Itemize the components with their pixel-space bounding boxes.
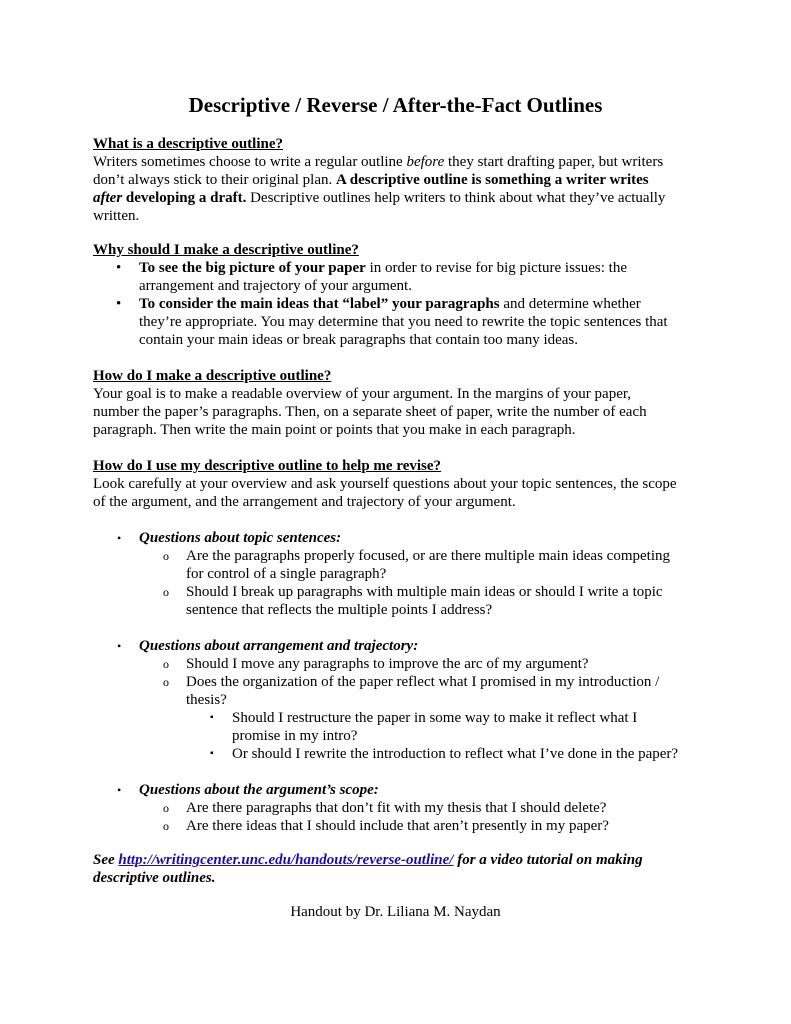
text: don’t always stick to their original plan. — [93, 172, 337, 188]
list-item — [139, 259, 719, 295]
bullet-icon: • — [117, 639, 122, 653]
section-how-make — [93, 367, 733, 439]
credit-line: Handout by Dr. Liliana M. Naydan — [290, 904, 501, 920]
section-heading: Why should I make a descriptive outline? — [93, 242, 359, 258]
list-item: Are there ideas that I should include that aren’t presently in my paper? — [186, 818, 609, 834]
text: Should I restructure the paper in some way to make it reflect what I — [232, 710, 638, 726]
text: and determine whether — [499, 296, 641, 312]
section-heading: How do I make a descriptive outline? — [93, 368, 332, 384]
list-item — [232, 709, 712, 745]
list-item — [139, 295, 729, 349]
section-why — [93, 241, 713, 259]
text: descriptive outlines. — [93, 870, 216, 886]
list-item: Should I move any paragraphs to improve the arc of my argument? — [186, 656, 589, 672]
circle-bullet-icon: o — [163, 801, 169, 815]
text: Descriptive outlines help writers to think about what they’ve actually — [246, 190, 666, 206]
circle-bullet-icon: o — [163, 675, 169, 689]
list-item: Or should I rewrite the introduction to reflect what I’ve done in the paper? — [232, 746, 679, 762]
text: Should I break up paragraphs with multiple main ideas or should I write a topic — [186, 584, 663, 600]
square-bullet-icon: ▪ — [210, 748, 214, 759]
text: they’re appropriate. You may determine that you need to rewrite the topic sentences that — [139, 314, 668, 330]
bullet-icon: • — [116, 260, 122, 276]
paragraph-line: Your goal is to make a readable overview of your argument. In the margins of your paper, — [93, 386, 632, 402]
section-what-is — [93, 135, 713, 225]
text: See — [93, 852, 119, 868]
paragraph-line: number the paper’s paragraphs. Then, on a separate sheet of paper, write the number of each — [93, 404, 647, 420]
bullet-icon: • — [117, 531, 122, 545]
bold-italic-text: after — [93, 190, 123, 206]
list-item: Are there paragraphs that don’t fit with my thesis that I should delete? — [186, 800, 607, 816]
text: Are the paragraphs properly focused, or are there multiple main ideas competing — [186, 548, 670, 564]
circle-bullet-icon: o — [163, 585, 169, 599]
tutorial-link[interactable]: http://writingcenter.unc.edu/handouts/reverse-outline/ — [118, 852, 454, 868]
bullet-icon: • — [116, 296, 122, 312]
circle-bullet-icon: o — [163, 819, 169, 833]
paragraph-line — [93, 171, 713, 189]
paragraph-line — [93, 189, 713, 207]
bold-text: To see the big picture of your paper — [139, 260, 366, 276]
text: Writers sometimes choose to write a regular outline — [93, 154, 407, 170]
text: in order to revise for big picture issues: the — [365, 260, 627, 276]
text: they start drafting paper, but writers — [444, 154, 664, 170]
square-bullet-icon: ▪ — [210, 712, 214, 723]
italic-text: before — [406, 154, 445, 170]
text: arrangement and trajectory of your argument. — [139, 278, 412, 294]
question-group-label: Questions about topic sentences: — [139, 530, 342, 546]
paragraph-line — [93, 153, 713, 171]
paragraph-line: of the argument, and the arrangement and trajectory of your argument. — [93, 494, 516, 510]
circle-bullet-icon: o — [163, 657, 169, 671]
section-heading: How do I use my descriptive outline to help me revise? — [93, 458, 442, 474]
text: contain your main ideas or break paragraphs that contain too many ideas. — [139, 332, 579, 348]
bold-text: A descriptive outline is something a writer writes — [336, 172, 649, 188]
question-group-label: Questions about the argument’s scope: — [139, 782, 379, 798]
text: promise in my intro? — [232, 728, 358, 744]
section-how-use — [93, 457, 743, 511]
text: for a video tutorial on making — [453, 852, 643, 868]
bold-text: developing a draft. — [122, 190, 247, 206]
section-heading: What is a descriptive outline? — [93, 136, 283, 152]
circle-bullet-icon: o — [163, 549, 169, 563]
see-note — [93, 851, 733, 887]
text: sentence that reflects the multiple points I address? — [186, 602, 493, 618]
list-item — [186, 673, 716, 709]
paragraph-line: Look carefully at your overview and ask yourself questions about your topic sentences, the scope — [93, 476, 677, 492]
paragraph-line: paragraph. Then write the main point or points that you make in each paragraph. — [93, 422, 576, 438]
bold-text: To consider the main ideas that “label” your paragraphs — [139, 296, 500, 312]
list-item — [186, 547, 716, 583]
bullet-icon: • — [117, 783, 122, 797]
text: Does the organization of the paper reflect what I promised in my introduction / — [186, 674, 660, 690]
question-group-label: Questions about arrangement and trajectory: — [139, 638, 419, 654]
text: thesis? — [186, 692, 227, 708]
page-title: Descriptive / Reverse / After-the-Fact Outlines — [188, 93, 603, 117]
text: for control of a single paragraph? — [186, 566, 387, 582]
paragraph-line: written. — [93, 208, 140, 224]
list-item — [186, 583, 716, 619]
